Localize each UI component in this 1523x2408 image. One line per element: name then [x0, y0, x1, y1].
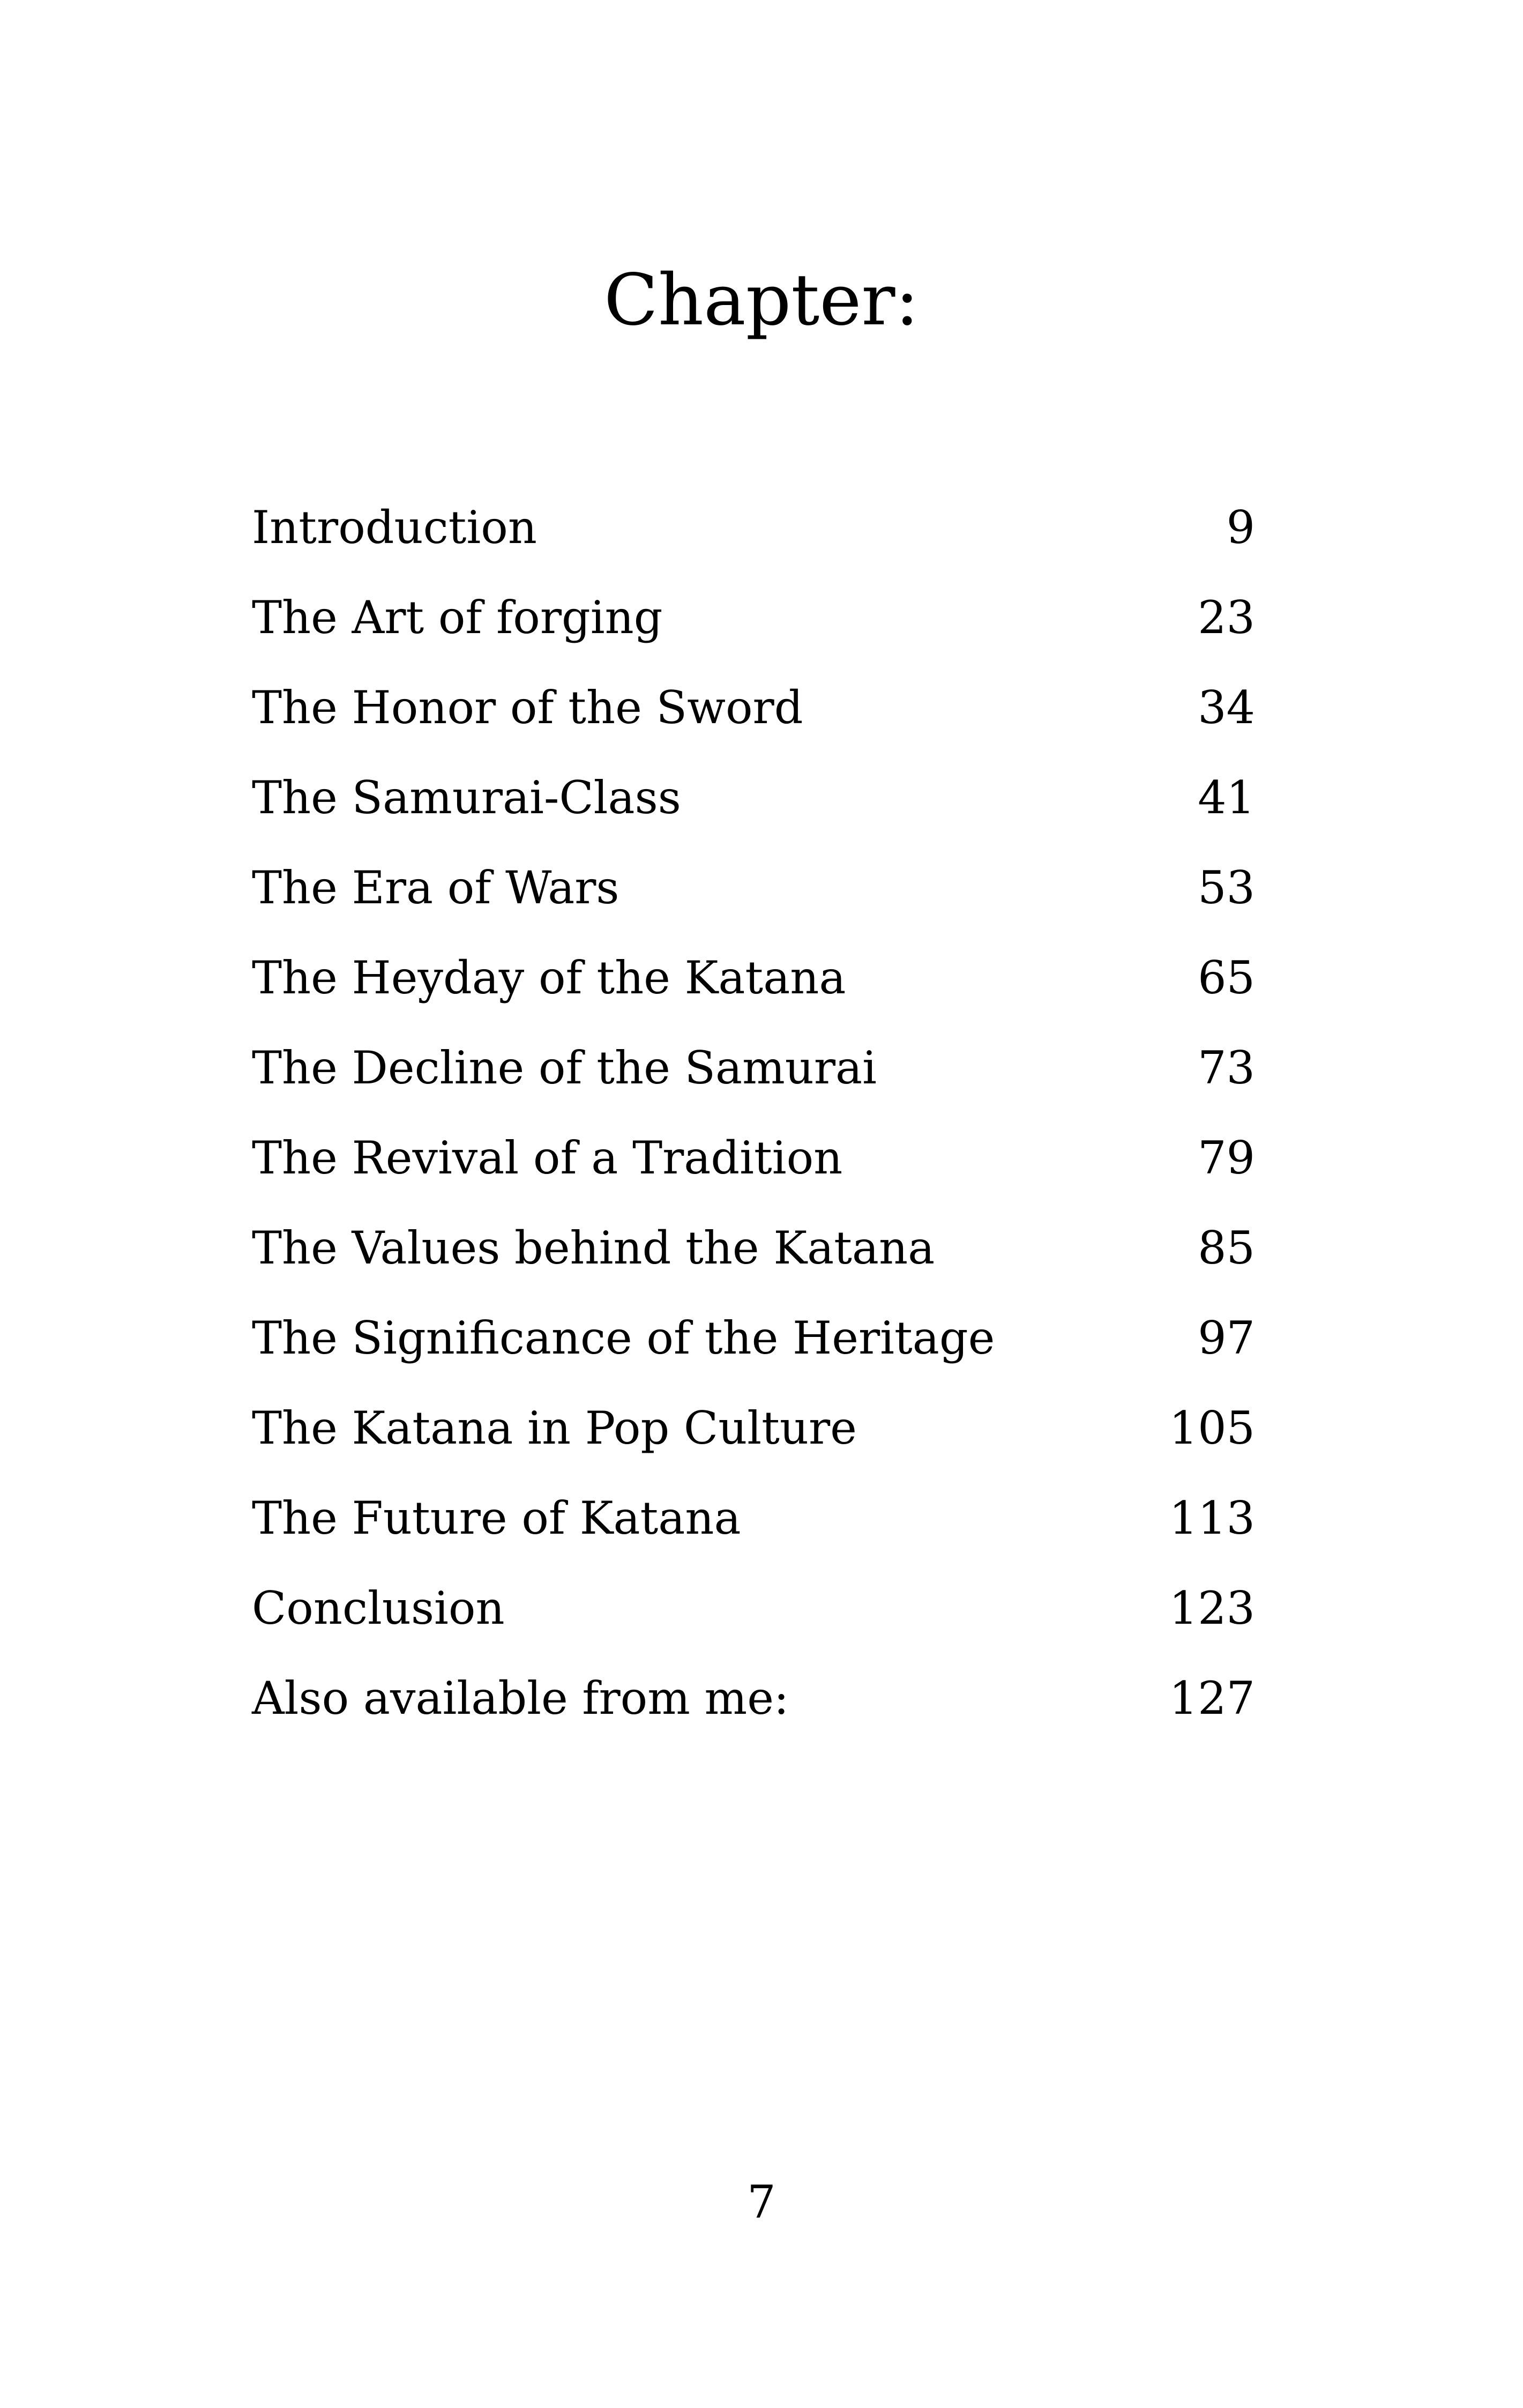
- toc-entry-page: 73: [1198, 1042, 1255, 1094]
- toc-entry-page: 23: [1198, 591, 1255, 644]
- toc-entry-page: 41: [1198, 771, 1255, 824]
- toc-entry-era-of-wars: [252, 843, 1255, 933]
- toc-entry-significance-of-the-heritage: [252, 1293, 1255, 1383]
- toc-entry-honor-of-the-sword: [252, 663, 1255, 753]
- toc-entry-samurai-class: [252, 753, 1255, 843]
- toc-entry-page: 97: [1198, 1312, 1255, 1364]
- toc-entry-revival-of-a-tradition: [252, 1113, 1255, 1203]
- toc-entry-page: 9: [1226, 501, 1255, 554]
- toc-entry-title: The Samurai-Class: [252, 771, 681, 824]
- toc-entry-title: The Era of Wars: [252, 861, 619, 914]
- toc-entry-page: 127: [1169, 1672, 1255, 1725]
- toc-entry-page: 105: [1169, 1402, 1255, 1454]
- toc-entry-title: The Significance of the Heritage: [252, 1312, 995, 1364]
- page-title: Chapter:: [604, 259, 919, 341]
- toc-entry-heyday-of-the-katana: [252, 933, 1255, 1023]
- page-number: 7: [747, 2176, 776, 2228]
- table-of-contents: [252, 482, 1255, 1743]
- toc-entry-conclusion: [252, 1563, 1255, 1653]
- toc-entry-page: 34: [1198, 681, 1255, 734]
- toc-entry-title: The Art of forging: [252, 591, 663, 644]
- toc-entry-title: The Values behind the Katana: [252, 1222, 935, 1274]
- toc-entry-also-available: [252, 1653, 1255, 1743]
- toc-entry-title: Conclusion: [252, 1582, 505, 1634]
- toc-entry-title: The Revival of a Tradition: [252, 1132, 843, 1184]
- toc-entry-decline-of-the-samurai: [252, 1023, 1255, 1113]
- toc-entry-values-behind-the-katana: [252, 1203, 1255, 1293]
- toc-entry-page: 123: [1169, 1582, 1255, 1634]
- toc-entry-art-of-forging: [252, 573, 1255, 663]
- toc-entry-future-of-katana: [252, 1473, 1255, 1563]
- toc-entry-title: The Katana in Pop Culture: [252, 1402, 857, 1454]
- toc-entry-title: The Heyday of the Katana: [252, 952, 846, 1004]
- toc-entry-title: Introduction: [252, 501, 537, 554]
- toc-entry-page: 65: [1198, 952, 1255, 1004]
- toc-entry-title: Also available from me:: [252, 1672, 789, 1725]
- toc-entry-katana-in-pop-culture: [252, 1383, 1255, 1473]
- toc-entry-page: 113: [1169, 1492, 1255, 1544]
- toc-entry-page: 53: [1198, 861, 1255, 914]
- toc-entry-title: The Decline of the Samurai: [252, 1042, 877, 1094]
- toc-entry-page: 79: [1198, 1132, 1255, 1184]
- toc-entry-title: The Honor of the Sword: [252, 681, 803, 734]
- toc-entry-title: The Future of Katana: [252, 1492, 741, 1544]
- toc-entry-page: 85: [1198, 1222, 1255, 1274]
- toc-entry-introduction: [252, 482, 1255, 573]
